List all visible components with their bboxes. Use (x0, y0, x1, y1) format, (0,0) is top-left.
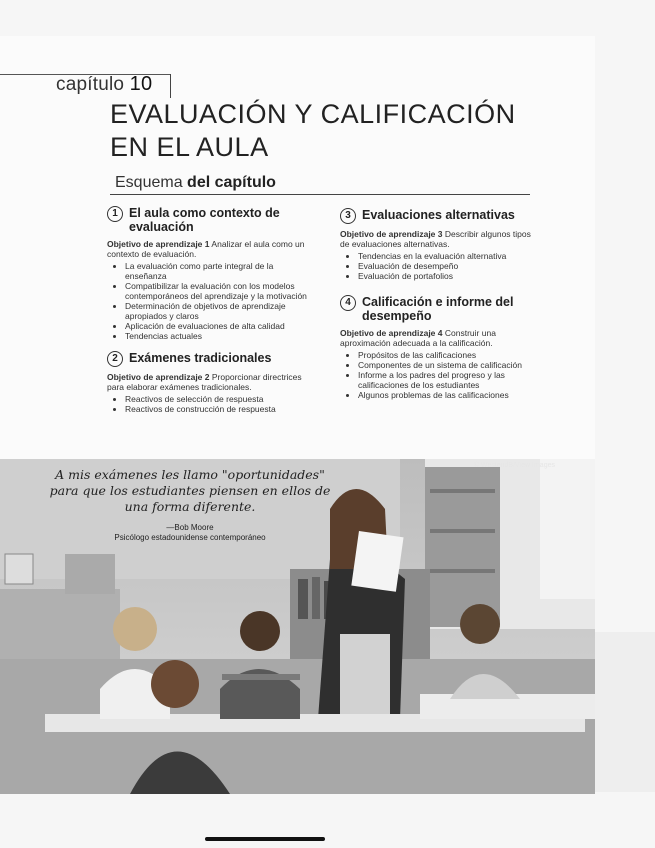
outline-column-right (340, 208, 540, 409)
list-item: • Reactivos de construcción de respuesta (125, 404, 317, 414)
section-number: 4 (340, 295, 356, 311)
topic-list (107, 261, 317, 341)
chapter-label (56, 73, 152, 96)
section-2 (107, 351, 317, 414)
objective-label: Objetivo de aprendizaje 4 (340, 328, 443, 338)
outline-bold: del capítulo (187, 174, 276, 191)
list-item: • Aplicación de evaluaciones de alta calidad (125, 321, 317, 331)
section-4 (340, 295, 540, 400)
section-number: 1 (107, 206, 123, 222)
list-item: • Algunos problemas de las calificaciones (358, 390, 540, 400)
epigraph-author (40, 523, 340, 543)
section-1 (107, 206, 317, 341)
section-number: 2 (107, 351, 123, 367)
author-name: —Bob Moore (166, 523, 214, 532)
topic-list (107, 394, 317, 414)
adjacent-page-edge (595, 632, 655, 792)
objective-text: Analizar el aula como un contexto de evaluación. (107, 239, 305, 259)
objective-label: Objetivo de aprendizaje 2 (107, 372, 210, 382)
outline-light: Esquema (115, 174, 183, 191)
section-3 (340, 208, 540, 281)
list-item: • Propósitos de las calificaciones (358, 350, 540, 360)
title-line-2: EN EL AULA (110, 132, 269, 162)
objective-text: Construir una aproximación adecuada a la calificación. (340, 328, 496, 348)
classroom-photo (0, 459, 595, 794)
list-item: • Evaluación de desempeño (358, 261, 540, 271)
outline-column-left (107, 206, 317, 423)
objective-label: Objetivo de aprendizaje 3 (340, 229, 443, 239)
list-item: • La evaluación como parte integral de la enseñanza (125, 261, 317, 281)
section-number: 3 (340, 208, 356, 224)
outline-heading (115, 174, 276, 192)
objective-text: Describir algunos tipos de evaluaciones alternativas. (340, 229, 531, 249)
chapter-bar (170, 74, 171, 98)
list-item: • Componentes de un sistema de calificación (358, 360, 540, 370)
chapter-title (110, 98, 516, 164)
section-heading: Evaluaciones alternativas (362, 208, 515, 222)
list-item: • Evaluación de portafolios (358, 271, 540, 281)
chapter-number: 10 (129, 73, 153, 95)
topic-list (340, 350, 540, 400)
section-heading: El aula como contexto de evaluación (129, 206, 280, 234)
section-heading: Calificación e informe del desempeño (362, 295, 514, 323)
list-item: • Informe a los padres del progreso y las calificaciones de los estudiantes (358, 370, 540, 390)
home-indicator[interactable] (205, 837, 325, 841)
topic-list (340, 251, 540, 281)
objective-text: Proporcionar directrices para elaborar exámenes tradicionales. (107, 372, 302, 392)
list-item: • Reactivos de selección de respuesta (125, 394, 317, 404)
list-item: • Tendencias actuales (125, 331, 317, 341)
author-role: Psicólogo estadounidense contemporáneo (114, 533, 266, 542)
chapter-word: capítulo (56, 74, 125, 95)
epigraph-quote: A mis exámenes les llamo "oportunidades" para que los estudiantes piensen en ellos de una forma diferente. (49, 467, 331, 514)
list-item: • Tendencias en la evaluación alternativa (358, 251, 540, 261)
section-heading: Exámenes tradicionales (129, 351, 272, 365)
objective-label: Objetivo de aprendizaje 1 (107, 239, 210, 249)
photo-credit: © WestendB/View Images (473, 462, 555, 469)
outline-rule (110, 194, 530, 195)
list-item: • Determinación de objetivos de aprendizaje apropiados y claros (125, 301, 317, 321)
list-item: • Compatibilizar la evaluación con los modelos contemporáneos del aprendizaje y la motivación (125, 281, 317, 301)
title-line-1: EVALUACIÓN Y CALIFICACIÓN (110, 99, 516, 129)
